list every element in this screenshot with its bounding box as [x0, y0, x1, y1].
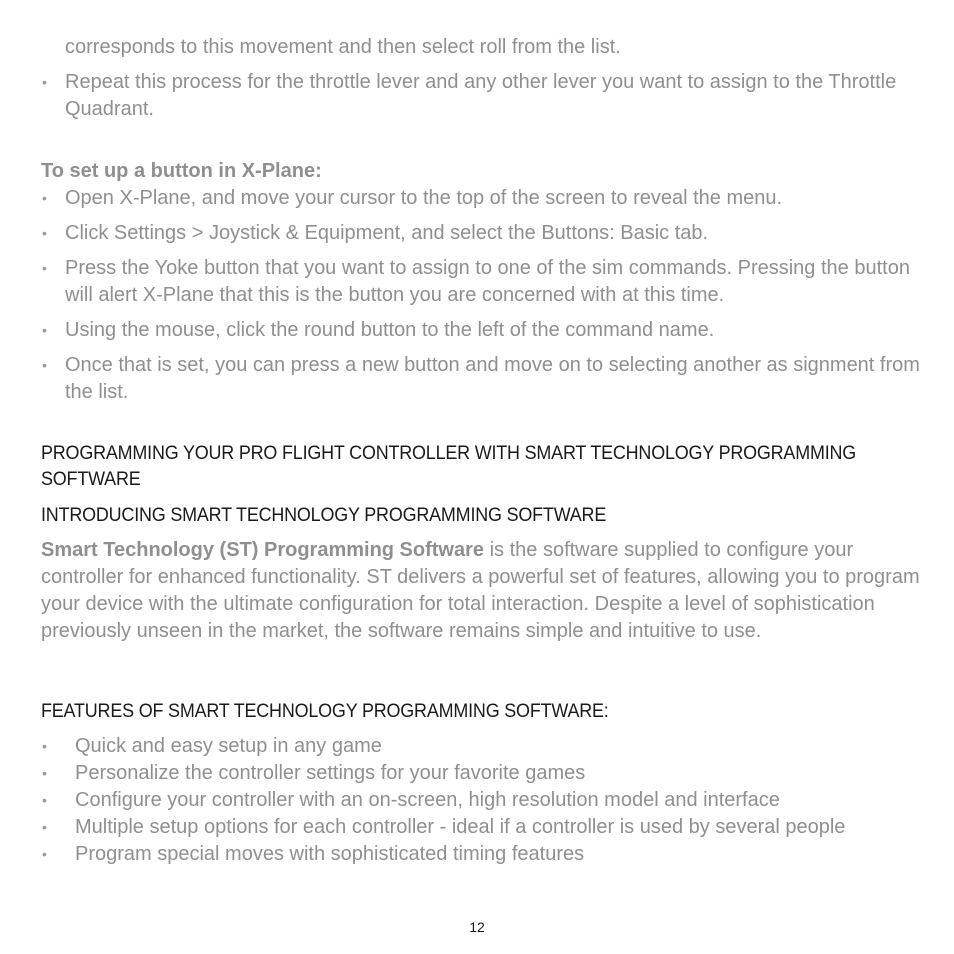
list-item [42, 352, 925, 406]
bullet-icon: • [42, 190, 47, 206]
list-item [42, 787, 925, 814]
list-item-text: Personalize the controller settings for your favorite games [75, 762, 586, 784]
list-item [42, 69, 925, 123]
list-item-text: Once that is set, you can press a new button and move on to selecting another as signment from the list. [65, 354, 920, 403]
list-item [42, 255, 925, 309]
continuation-paragraph: corresponds to this movement and then select roll from the list. [65, 36, 621, 58]
section-heading-programming: PROGRAMMING YOUR PRO FLIGHT CONTROLLER WITH SMART TECHNOLOGY PROGRAMMING SOFTWARE [41, 442, 857, 490]
bullet-icon: • [42, 738, 47, 754]
features-list [42, 733, 925, 868]
list-item-text: Repeat this process for the throttle lever and any other lever you want to assign to the Throttle Quadrant. [65, 71, 897, 120]
list-item-text: Multiple setup options for each controller - ideal if a controller is used by several people [75, 816, 846, 838]
list-item-text: Using the mouse, click the round button to the left of the command name. [65, 319, 715, 341]
list-item-text: Program special moves with sophisticated timing features [75, 843, 585, 865]
bullet-icon: • [42, 225, 47, 241]
section-heading-introducing: INTRODUCING SMART TECHNOLOGY PROGRAMMING SOFTWARE [41, 504, 607, 526]
list-item [42, 814, 925, 841]
list-item-text: Click Settings > Joystick & Equipment, and select the Buttons: Basic tab. [65, 222, 709, 244]
list-item-text: Press the Yoke button that you want to assign to one of the sim commands. Pressing the button will alert X-Plane that this is the button you are concerned with at this time. [65, 257, 910, 306]
button-setup-list [42, 185, 925, 414]
section-heading-features: FEATURES OF SMART TECHNOLOGY PROGRAMMING SOFTWARE: [41, 700, 609, 722]
list-item [42, 841, 925, 868]
intro-paragraph [41, 537, 921, 645]
button-setup-subheading: To set up a button in X-Plane: [41, 160, 322, 182]
bullet-icon: • [42, 792, 47, 808]
bullet-icon: • [42, 765, 47, 781]
bullet-icon: • [42, 74, 47, 90]
intro-rest: is the software supplied to configure your controller for enhanced functionality. ST delivers a powerful set of features, allowing you to program your device with the ultimate configuration for total interaction. Despite a level of sophistication previously unseen in the market, the software remains simple and intuitive to use. [41, 539, 920, 642]
list-item [42, 317, 925, 344]
list-item-text: Open X-Plane, and move your cursor to the top of the screen to reveal the menu. [65, 187, 783, 209]
intro-bold-lead: Smart Technology (ST) Programming Software [41, 539, 485, 561]
page-number: 12 [469, 919, 485, 935]
bullet-icon: • [42, 322, 47, 338]
bullet-icon: • [42, 846, 47, 862]
list-item [42, 185, 925, 212]
list-item [42, 733, 925, 760]
bullet-icon: • [42, 260, 47, 276]
list-item [42, 220, 925, 247]
list-item-text: Configure your controller with an on-screen, high resolution model and interface [75, 789, 780, 811]
axis-setup-list [42, 69, 925, 123]
bullet-icon: • [42, 357, 47, 373]
list-item-text: Quick and easy setup in any game [75, 735, 382, 757]
bullet-icon: • [42, 819, 47, 835]
list-item [42, 760, 925, 787]
